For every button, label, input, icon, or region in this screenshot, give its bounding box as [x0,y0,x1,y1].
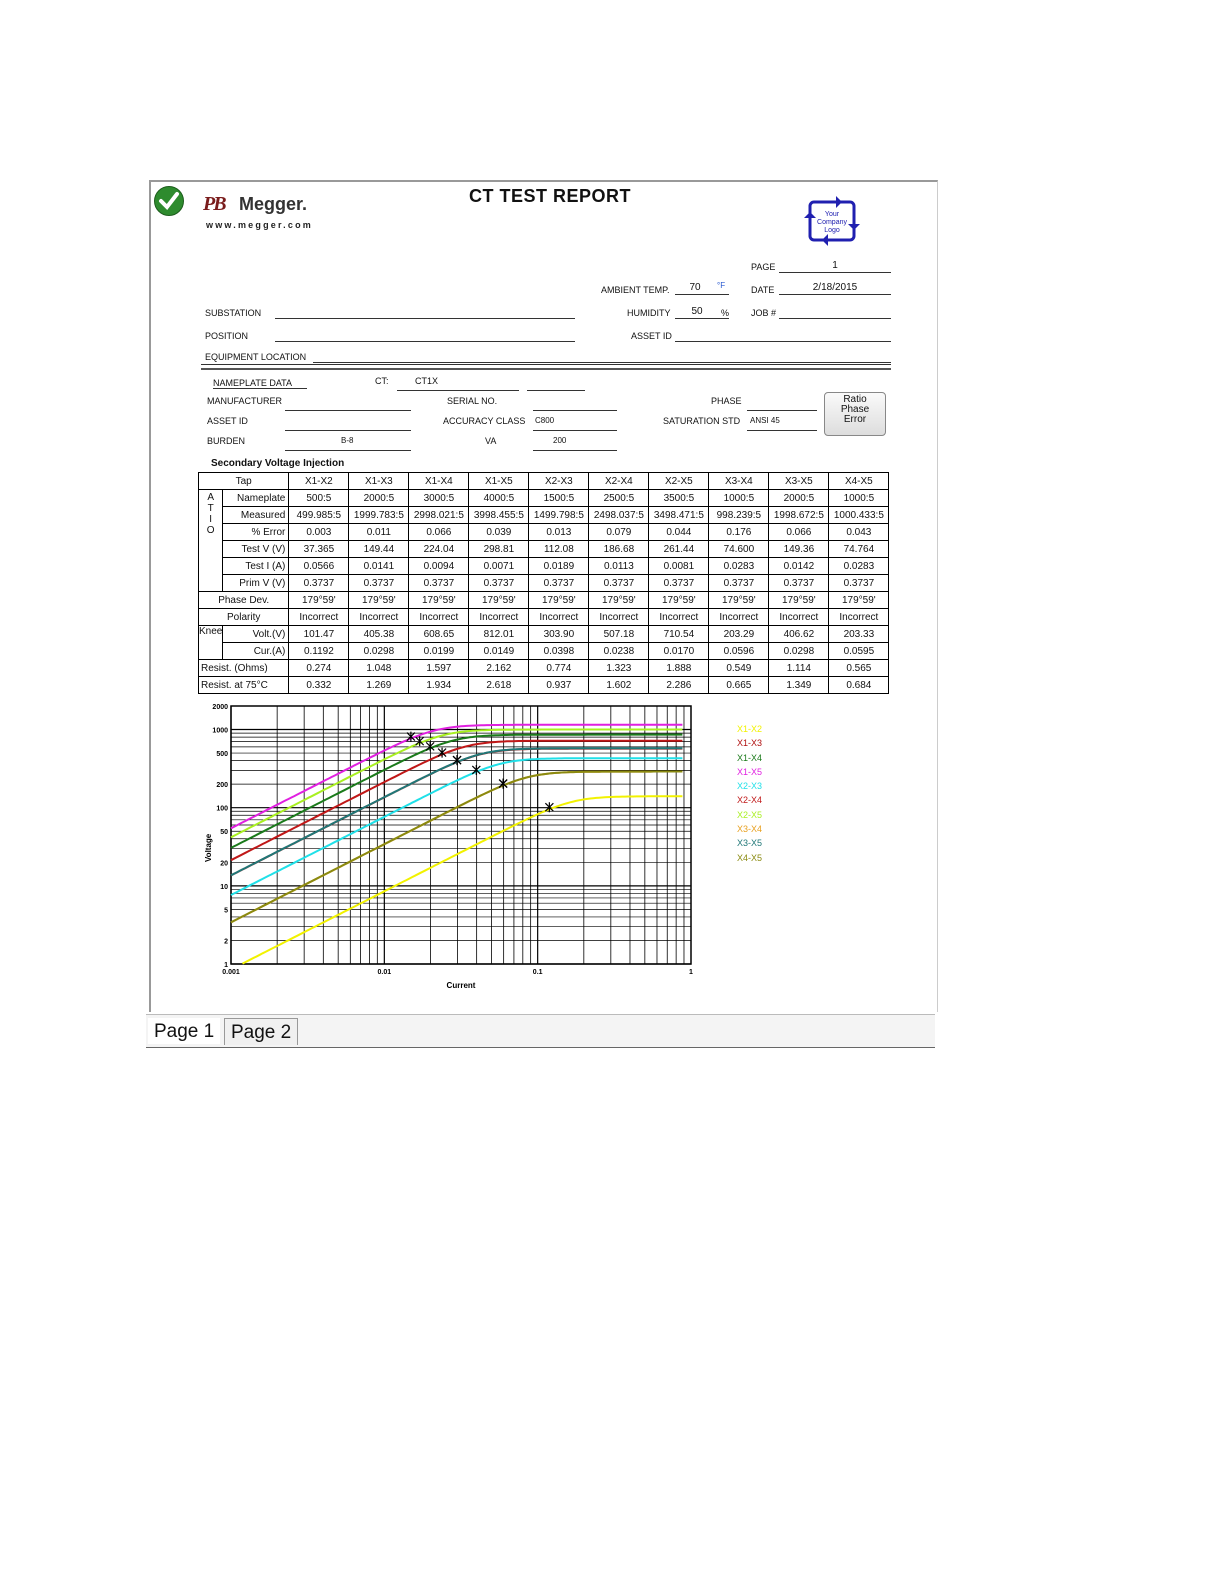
table-cell: 74.600 [709,541,769,558]
table-cell: 3500:5 [649,490,709,507]
y-tick-label: 200 [216,782,228,790]
legend-item: X2-X3 [737,781,763,792]
va-label: VA [485,436,497,446]
table-cell: 203.33 [829,626,889,643]
table-cell: 74.764 [829,541,889,558]
table-row [199,592,889,609]
table-cell: 2000:5 [349,490,409,507]
excitation-chart-svg [191,700,831,1000]
table-cell: X1-X4 [409,473,469,490]
legend-item: X2-X4 [737,795,763,806]
table-cell: 0.3737 [769,575,829,592]
manufacturer-label: MANUFACTURER [207,396,283,406]
table-cell: 1.048 [349,660,409,677]
y-tick-label: 5 [224,907,228,915]
table-cell: 1.349 [769,677,829,694]
table-cell: 1999.783:5 [349,507,409,524]
megger-logo: Megger. [239,194,308,214]
tab-page-2[interactable]: Page 2 [224,1018,298,1045]
humidity-label: HUMIDITY [627,308,671,318]
manufacturer-field[interactable] [285,398,411,411]
legend-item: X1-X3 [737,738,763,749]
table-cell: 0.0298 [349,643,409,660]
table-cell: 406.62 [769,626,829,643]
table-cell: 1000:5 [829,490,889,507]
table-cell: Incorrect [469,609,529,626]
row-label: Polarity [199,609,289,626]
row-label: Volt.(V) [223,626,289,643]
ambient-temp-unit: °F [717,281,726,290]
x-tick-label: 0.01 [377,969,392,976]
table-cell: 0.0298 [769,643,829,660]
table-cell: 179°59' [469,592,529,609]
table-cell: 0.0283 [709,558,769,575]
job-label: JOB # [751,308,777,318]
table-cell: Incorrect [589,609,649,626]
substation-label: SUBSTATION [205,308,262,318]
table-cell: 3498.471:5 [649,507,709,524]
table-cell: 0.0094 [409,558,469,575]
powerdb-logo: PB [203,193,225,215]
table-cell: 0.0149 [469,643,529,660]
row-label: Nameplate [223,490,289,507]
ambient-temp-label: AMBIENT TEMP. [601,285,670,295]
table-cell: 2.286 [649,677,709,694]
table-cell: 710.54 [649,626,709,643]
table-cell: 298.81 [469,541,529,558]
row-label: Test I (A) [223,558,289,575]
ratio-button-line1: Ratio [843,394,867,405]
table-cell: 0.565 [829,660,889,677]
ct-label: CT: [375,376,389,386]
table-cell: 0.0141 [349,558,409,575]
asset-id-field[interactable] [675,329,891,342]
table-cell: 0.176 [709,524,769,541]
table-row [199,677,889,694]
table-cell: 179°59' [829,592,889,609]
table-cell: 608.65 [409,626,469,643]
table-cell: 0.0081 [649,558,709,575]
table-cell: 1.323 [589,660,649,677]
table-cell: 1000:5 [709,490,769,507]
table-cell: 1.597 [409,660,469,677]
table-cell: 0.774 [529,660,589,677]
table-cell: 2.162 [469,660,529,677]
ratio-phase-error-button[interactable] [824,392,886,436]
table-cell: 0.549 [709,660,769,677]
table-cell: 0.066 [409,524,469,541]
row-label: Resist. (Ohms) [199,660,289,677]
table-cell: 0.043 [829,524,889,541]
company-logo-line2: Company [817,219,847,226]
row-label: Test V (V) [223,541,289,558]
table-row [199,558,889,575]
chart-legend [737,722,762,865]
table-cell: 500:5 [289,490,349,507]
table-row [199,575,889,592]
row-label: % Error [223,524,289,541]
table-cell: 2500:5 [589,490,649,507]
table-cell: 0.274 [289,660,349,677]
table-cell: 0.684 [829,677,889,694]
x-tick-label: 0.001 [222,969,240,976]
ratio-letter: T [207,503,214,514]
y-tick-label: 2 [224,938,228,946]
table-cell: Incorrect [409,609,469,626]
table-cell: Incorrect [349,609,409,626]
table-cell: 0.003 [289,524,349,541]
table-cell: 303.90 [529,626,589,643]
saturation-value: ANSI 45 [750,416,780,425]
table-cell: 0.0199 [409,643,469,660]
table-cell: 0.332 [289,677,349,694]
table-cell: 0.0595 [829,643,889,660]
table-cell: 1.888 [649,660,709,677]
company-logo-icon [802,196,862,246]
table-row [199,660,889,677]
legend-item: X1-X2 [737,724,763,734]
table-cell: 0.3737 [289,575,349,592]
phase-field[interactable] [747,398,817,411]
legend-item: X2-X5 [737,809,763,820]
row-label: Tap [199,473,289,490]
table-cell: 0.0113 [589,558,649,575]
table-cell: 3000:5 [409,490,469,507]
ratio-table [198,472,889,694]
table-cell: 1.934 [409,677,469,694]
table-cell: 149.44 [349,541,409,558]
report-title: CT TEST REPORT [469,186,632,206]
table-cell: 1.269 [349,677,409,694]
humidity-value: 50 [691,306,703,317]
table-cell: 224.04 [409,541,469,558]
table-cell: 1.602 [589,677,649,694]
y-axis-label: Voltage [204,833,213,863]
table-cell: 0.3737 [589,575,649,592]
table-row [199,490,889,507]
table-cell: 0.1192 [289,643,349,660]
table-cell: 179°59' [769,592,829,609]
ct-extra-field[interactable] [527,378,585,391]
table-cell: 0.0170 [649,643,709,660]
table-cell: 0.0283 [829,558,889,575]
megger-url: www.megger.com [206,220,313,230]
serial-label: SERIAL NO. [447,396,498,406]
saturation-label: SATURATION STD [663,416,741,426]
substation-field[interactable] [275,306,575,319]
table-cell: 179°59' [409,592,469,609]
table-cell: 0.0189 [529,558,589,575]
page-tabs [146,1014,935,1048]
table-cell: 179°59' [529,592,589,609]
phase-label: PHASE [711,396,742,406]
table-cell: 0.0566 [289,558,349,575]
table-cell: 0.039 [469,524,529,541]
table-cell: X3-X5 [769,473,829,490]
date-value: 2/18/2015 [812,282,858,293]
y-tick-label: 500 [216,751,228,759]
company-logo-line1: Your [824,211,840,218]
table-cell: 1499.798:5 [529,507,589,524]
y-tick-label: 2000 [212,704,228,711]
table-cell: 812.01 [469,626,529,643]
y-tick-label: 1 [224,962,228,969]
table-cell: 0.3737 [349,575,409,592]
row-label: Resist. at 75°C [199,677,289,694]
table-cell: 998.239:5 [709,507,769,524]
x-tick-label: 1 [689,969,693,976]
burden-value: B-8 [341,436,354,445]
y-tick-label: 20 [220,860,228,868]
table-cell: 0.3737 [709,575,769,592]
equipment-location-field[interactable] [313,350,891,363]
table-cell: 2000:5 [769,490,829,507]
table-cell: X1-X5 [469,473,529,490]
y-tick-label: 1000 [212,727,228,735]
table-cell: Incorrect [649,609,709,626]
row-label: Phase Dev. [199,592,289,609]
burden-label: BURDEN [207,436,246,446]
table-cell: 112.08 [529,541,589,558]
checkmark-icon [154,186,184,216]
table-cell: X2-X3 [529,473,589,490]
table-cell: 149.36 [769,541,829,558]
table-cell: 203.29 [709,626,769,643]
legend-item: X1-X5 [737,766,763,777]
table-cell: 499.985:5 [289,507,349,524]
row-label: Measured [223,507,289,524]
table-cell: 1.114 [769,660,829,677]
table-cell: 2498.037:5 [589,507,649,524]
table-cell: 0.0142 [769,558,829,575]
table-cell: 0.0238 [589,643,649,660]
serial-field[interactable] [533,398,617,411]
plot-area [231,706,691,964]
table-cell: 2998.021:5 [409,507,469,524]
ratio-button-line2: Phase [840,404,870,415]
ratio-letter: A [207,492,215,503]
table-cell: X1-X2 [289,473,349,490]
table-cell: X2-X4 [589,473,649,490]
table-cell: 0.3737 [649,575,709,592]
excitation-chart [191,700,831,1000]
table-cell: 3998.455:5 [469,507,529,524]
table-row [199,524,889,541]
page-label: PAGE [751,262,776,272]
va-value: 200 [553,436,567,445]
x-tick-label: 0.1 [532,969,543,976]
table-cell: 179°59' [289,592,349,609]
legend-item: X3-X5 [737,838,763,849]
table-row [199,609,889,626]
table-cell: 0.3737 [529,575,589,592]
position-label: POSITION [205,331,249,341]
table-cell: 179°59' [649,592,709,609]
company-logo-line3: Logo [824,227,840,234]
row-label: Prim V (V) [223,575,289,592]
row-label: Cur.(A) [223,643,289,660]
position-field[interactable] [275,329,575,342]
ratio-letter: I [209,514,213,525]
table-cell: 0.0071 [469,558,529,575]
y-tick-label: 50 [220,829,228,837]
accuracy-label: ACCURACY CLASS [443,416,526,426]
np-asset-id-label: ASSET ID [207,416,248,426]
table-cell: 179°59' [589,592,649,609]
report-sheet [149,180,938,1012]
np-asset-id-field[interactable] [285,418,411,431]
table-cell: 0.011 [349,524,409,541]
table-cell: 0.3737 [829,575,889,592]
table-cell: X2-X5 [649,473,709,490]
va-field[interactable] [533,438,617,451]
table-row [199,643,889,660]
table-cell: Incorrect [829,609,889,626]
tab-page-1[interactable]: Page 1 [148,1018,220,1044]
table-cell: X1-X3 [349,473,409,490]
table-cell: 0.0398 [529,643,589,660]
x-axis-label: Current [446,981,476,990]
table-cell: 0.937 [529,677,589,694]
injection-heading: Secondary Voltage Injection [211,458,345,469]
legend-item: X4-X5 [737,852,763,863]
header-divider [201,364,891,370]
ratio-side-label [199,490,223,592]
table-cell: Incorrect [529,609,589,626]
table-cell: 179°59' [709,592,769,609]
table-cell: 0.3737 [469,575,529,592]
table-cell: Incorrect [769,609,829,626]
equipment-location-label: EQUIPMENT LOCATION [205,352,307,362]
table-row [199,541,889,558]
date-label: DATE [751,285,775,295]
asset-id-label: ASSET ID [631,331,672,341]
ratio-button-line3: Error [843,414,867,425]
table-cell: 101.47 [289,626,349,643]
table-cell: 1998.672:5 [769,507,829,524]
table-cell: 2.618 [469,677,529,694]
table-cell: 405.38 [349,626,409,643]
table-cell: 261.44 [649,541,709,558]
table-row [199,507,889,524]
table-cell: 37.365 [289,541,349,558]
table-cell: X3-X4 [709,473,769,490]
table-cell: 179°59' [349,592,409,609]
ambient-temp-value: 70 [689,282,701,293]
legend-item: X3-X4 [737,824,763,835]
table-cell: Incorrect [709,609,769,626]
table-cell: 0.665 [709,677,769,694]
table-row [199,626,889,643]
table-row [199,473,889,490]
table-cell: 4000:5 [469,490,529,507]
ct-value: CT1X [415,376,439,386]
table-cell: 507.18 [589,626,649,643]
table-cell: 0.0596 [709,643,769,660]
table-cell: 0.3737 [409,575,469,592]
table-cell: 0.066 [769,524,829,541]
y-tick-label: 10 [220,883,228,891]
table-cell: X4-X5 [829,473,889,490]
job-field[interactable] [779,306,891,319]
table-cell: 1500:5 [529,490,589,507]
humidity-unit: % [721,308,730,318]
knee-label: Knee [199,626,223,660]
table-cell: 1000.433:5 [829,507,889,524]
accuracy-value: C800 [535,416,555,425]
legend-item: X1-X4 [737,752,763,763]
page-value: 1 [832,260,838,271]
ratio-letter: O [206,525,215,536]
y-tick-label: 100 [216,805,228,813]
table-cell: 0.044 [649,524,709,541]
nameplate-heading: NAMEPLATE DATA [213,378,307,389]
table-cell: 0.079 [589,524,649,541]
table-cell: 186.68 [589,541,649,558]
table-cell: Incorrect [289,609,349,626]
table-cell: 0.013 [529,524,589,541]
